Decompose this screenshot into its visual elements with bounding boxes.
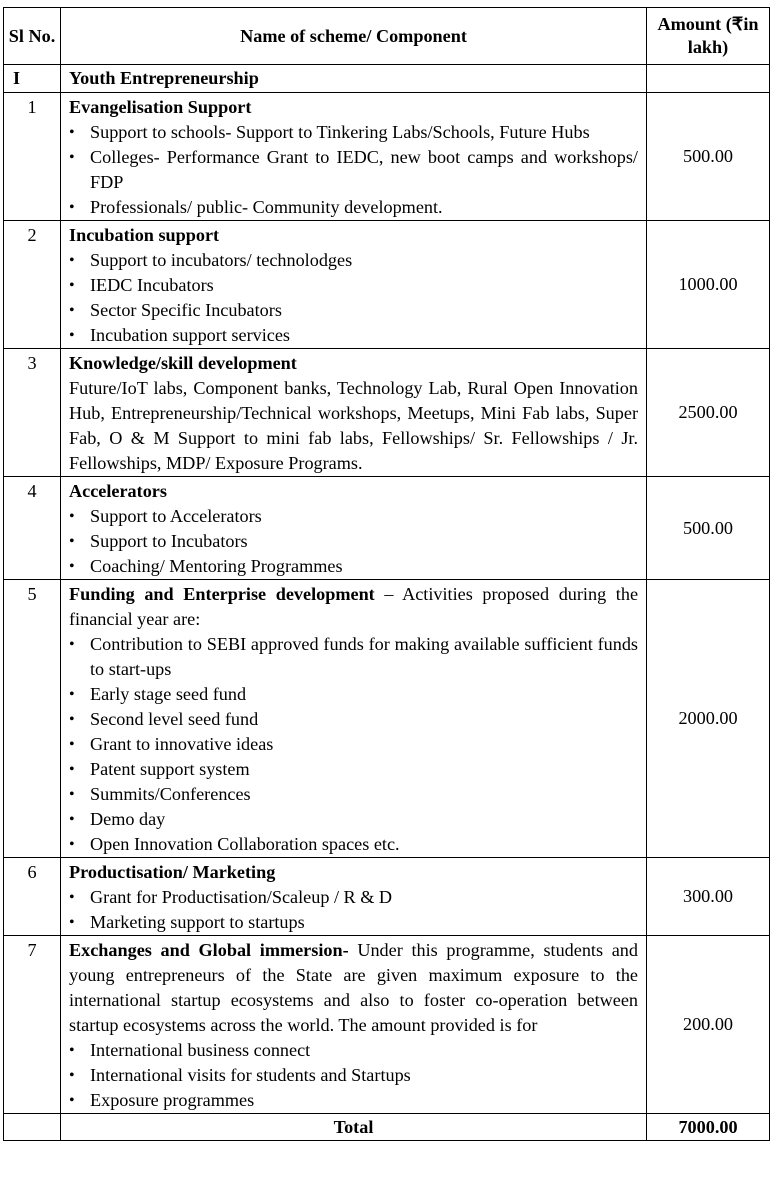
- table-row: [4, 221, 770, 349]
- list-item: • International visits for students and Startups: [69, 1063, 638, 1088]
- list-item: • Support to incubators/ technolodges: [69, 248, 638, 273]
- row-content: [61, 580, 647, 858]
- row-description: Under this programme, students and young entrepreneurs of the State are given maximum exposure to the international startup ecosystems and also to foster co-operation between startup ecosystems across the world. The amount provided is for: [69, 940, 638, 1035]
- row-number: 4: [4, 477, 61, 580]
- row-amount: 200.00: [647, 936, 770, 1114]
- row-content: [61, 349, 647, 477]
- row-number: 3: [4, 349, 61, 477]
- list-item: • Patent support system: [69, 757, 638, 782]
- row-title: Productisation/ Marketing: [69, 862, 276, 882]
- section-row: [4, 65, 770, 93]
- header-row: [4, 8, 770, 65]
- section-amount: [647, 65, 770, 93]
- list-item: • Colleges- Performance Grant to IEDC, new boot camps and workshops/ FDP: [69, 145, 638, 195]
- total-spacer: [4, 1114, 61, 1141]
- row-number: 6: [4, 858, 61, 936]
- list-item: • Demo day: [69, 807, 638, 832]
- row-title: Evangelisation Support: [69, 97, 252, 117]
- row-title: Knowledge/skill development: [69, 353, 297, 373]
- table-row: [4, 93, 770, 221]
- list-item: • Contribution to SEBI approved funds for making available sufficient funds to start-ups: [69, 632, 638, 682]
- list-item: • IEDC Incubators: [69, 273, 638, 298]
- list-item: • Summits/Conferences: [69, 782, 638, 807]
- row-number: 7: [4, 936, 61, 1114]
- row-number: 1: [4, 93, 61, 221]
- list-item: • Second level seed fund: [69, 707, 638, 732]
- list-item: • Professionals/ public- Community development.: [69, 195, 638, 220]
- row-amount: 2500.00: [647, 349, 770, 477]
- list-item: • Early stage seed fund: [69, 682, 638, 707]
- total-amount: 7000.00: [647, 1114, 770, 1141]
- row-description: – Activities proposed during the financial year are:: [69, 584, 639, 629]
- table-row: [4, 580, 770, 858]
- list-item: • Incubation support services: [69, 323, 638, 348]
- row-content: [61, 93, 647, 221]
- list-item: • Exposure programmes: [69, 1088, 638, 1113]
- list-item: • Grant to innovative ideas: [69, 732, 638, 757]
- row-description: Future/IoT labs, Component banks, Technology Lab, Rural Open Innovation Hub, Entrepreneurship/Technical workshops, Meetups, Mini Fab labs, Super Fab, O & M Support to mini fab labs, Fellowships/ Sr. Fellowships / Jr. Fellowships, MDP/ Exposure Programs.: [69, 378, 638, 473]
- table-row: [4, 858, 770, 936]
- list-item: • Support to Incubators: [69, 529, 638, 554]
- list-item: • Support to Accelerators: [69, 504, 638, 529]
- scheme-table: [3, 7, 770, 1141]
- row-amount: 1000.00: [647, 221, 770, 349]
- table-row: [4, 477, 770, 580]
- row-content: [61, 221, 647, 349]
- list-item: • Sector Specific Incubators: [69, 298, 638, 323]
- row-title: Exchanges and Global immersion-: [69, 940, 349, 960]
- row-amount: 500.00: [647, 93, 770, 221]
- row-number: 2: [4, 221, 61, 349]
- list-item: • Coaching/ Mentoring Programmes: [69, 554, 638, 579]
- list-item: • International business connect: [69, 1038, 638, 1063]
- table-row: [4, 349, 770, 477]
- header-name: Name of scheme/ Component: [61, 8, 647, 65]
- list-item: • Grant for Productisation/Scaleup / R & D: [69, 885, 638, 910]
- row-content: [61, 858, 647, 936]
- row-content: [61, 936, 647, 1114]
- table-row: [4, 936, 770, 1114]
- row-heading: [69, 938, 638, 1038]
- row-title: Accelerators: [69, 481, 167, 501]
- list-item: • Open Innovation Collaboration spaces etc.: [69, 832, 638, 857]
- row-amount: 300.00: [647, 858, 770, 936]
- header-amount: Amount (₹in lakh): [647, 8, 770, 65]
- row-heading: [69, 582, 638, 632]
- row-content: [61, 477, 647, 580]
- header-sl-no: Sl No.: [4, 8, 61, 65]
- row-title: Incubation support: [69, 225, 220, 245]
- section-title: Youth Entrepreneurship: [61, 65, 647, 93]
- list-item: • Marketing support to startups: [69, 910, 638, 935]
- total-label: Total: [61, 1114, 647, 1141]
- total-row: [4, 1114, 770, 1141]
- list-item: • Support to schools- Support to Tinkering Labs/Schools, Future Hubs: [69, 120, 638, 145]
- row-amount: 500.00: [647, 477, 770, 580]
- row-title: Funding and Enterprise development: [69, 584, 375, 604]
- row-amount: 2000.00: [647, 580, 770, 858]
- row-number: 5: [4, 580, 61, 858]
- section-number: I: [4, 65, 61, 93]
